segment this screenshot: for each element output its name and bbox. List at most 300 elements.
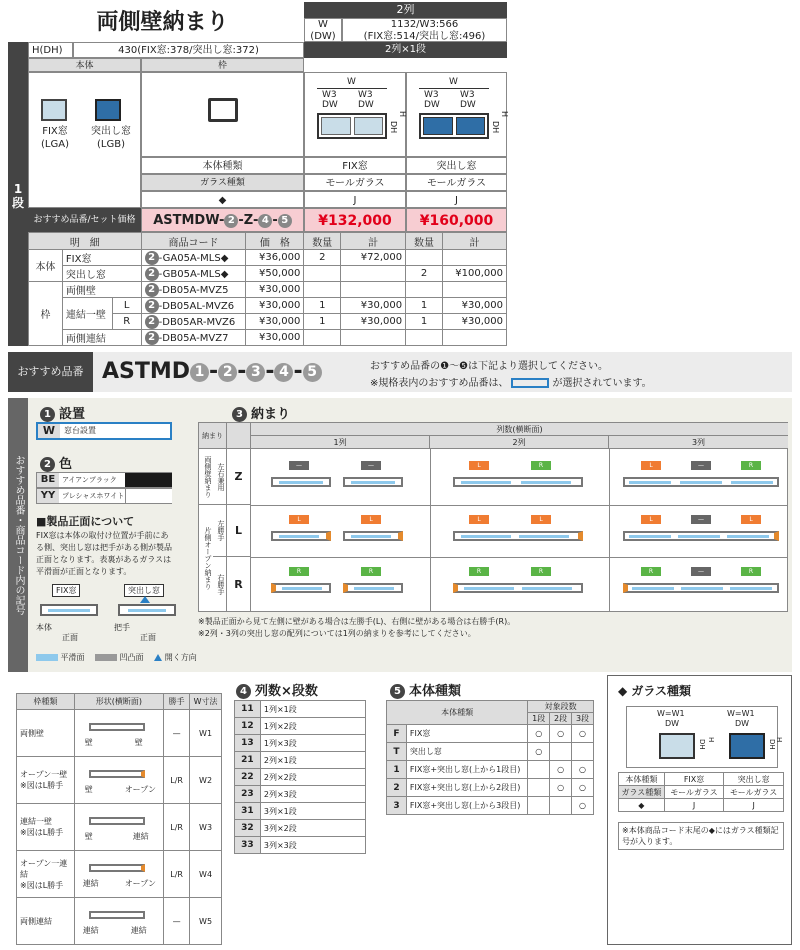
- tag-l: L: [469, 461, 489, 470]
- row-total2: [442, 330, 506, 346]
- s5-code: F: [387, 725, 407, 743]
- hdr-detail: 明 細: [29, 233, 142, 250]
- ft-hand: L/R: [164, 757, 190, 804]
- dim-h: H: [398, 111, 407, 118]
- color-desc: プレシャスホワイト: [62, 492, 125, 500]
- row-z-sub: 左右兼用: [213, 449, 227, 505]
- row-qty2: [406, 330, 443, 346]
- ft-hand: L/R: [164, 804, 190, 851]
- g-diamond: ◆: [619, 799, 665, 812]
- s5-desc: FIX窓+突出し窓(上から3段目): [406, 797, 527, 815]
- z-2col-diagram: [439, 459, 599, 499]
- front-front-label: 正面: [62, 633, 78, 642]
- section-1-num: 1: [40, 407, 55, 422]
- l-3col-diagram: [619, 513, 784, 553]
- ft-left: 壁: [84, 832, 93, 841]
- h-label: H(DH): [28, 42, 73, 58]
- table-row: [17, 757, 222, 804]
- table-row: [387, 797, 594, 815]
- ext-cross-section: [118, 604, 176, 616]
- ft-w: W5: [190, 898, 222, 945]
- row-code: -DB05AL-MVZ6: [158, 300, 235, 312]
- row-price: ¥50,000: [246, 266, 304, 282]
- row-price: ¥30,000: [246, 330, 304, 346]
- dim-dw-a: DW: [424, 100, 440, 110]
- ft-right: 連結: [132, 832, 149, 841]
- l-1col-diagram: [269, 513, 419, 553]
- row-qty1: [304, 282, 341, 298]
- fix-window-icon: [41, 99, 67, 121]
- tag-l: L: [641, 461, 661, 470]
- frame-shape-icon: [89, 817, 145, 825]
- row-qty2: 2: [406, 266, 443, 282]
- s5-c: ○: [572, 761, 594, 779]
- r-3col-diagram: [619, 565, 784, 605]
- table-row: [29, 250, 507, 266]
- z-1col-diagram: [269, 459, 419, 499]
- banner-c5: 5: [303, 363, 322, 382]
- row-qty1: 1: [304, 314, 341, 330]
- table-row: [387, 725, 594, 743]
- fix-window-name: FIX窓 (LGA): [41, 126, 69, 150]
- table-row: [17, 804, 222, 851]
- dim-dw-a: DW: [322, 100, 338, 110]
- dan-side-label: 1段: [8, 42, 28, 346]
- install-option: [36, 422, 172, 440]
- frame-icon: [208, 98, 238, 122]
- fix-cross-section: [40, 604, 98, 616]
- ft-hdr-type: 枠種類: [17, 694, 75, 710]
- fix-window-frame: [317, 113, 387, 139]
- s5-b: ○: [550, 761, 572, 779]
- glass-code-fix: J: [304, 191, 406, 208]
- banner-c4: 4: [274, 363, 293, 382]
- row-qty1: [304, 266, 341, 282]
- hdr-price: 価 格: [246, 233, 304, 250]
- dim-dh: DH: [389, 121, 398, 134]
- ft-hdr-w: W寸法: [190, 694, 222, 710]
- s4-code: 22: [235, 769, 261, 786]
- s5-a: [528, 761, 550, 779]
- section-4-num: 4: [236, 684, 251, 699]
- row-name: R: [112, 314, 141, 330]
- ft-hand: —: [164, 898, 190, 945]
- frame-shape-icon: [89, 864, 145, 872]
- row-code: -DB05A-MVZ5: [158, 284, 229, 296]
- table-row: [29, 330, 507, 346]
- dim-w: W: [449, 77, 458, 87]
- tag-gray: —: [289, 461, 309, 470]
- s5-a: ○: [528, 743, 550, 761]
- g-ww1-a: W=W1: [657, 709, 685, 718]
- s4-code: 31: [235, 803, 261, 820]
- dim-dw-b: DW: [358, 100, 374, 110]
- front-diagram: [36, 582, 186, 644]
- g-ext: 突出し窓: [724, 773, 784, 786]
- projected-window-diagram: [406, 72, 507, 157]
- w-value: 1132/W3:566 (FIX窓:514/突出し窓:496): [342, 18, 507, 42]
- color-desc: アイアンブラック: [62, 476, 117, 484]
- s4-desc: 2列×2段: [260, 769, 365, 786]
- hdr-qty-2: 数量: [406, 233, 443, 250]
- table-row: [17, 710, 222, 757]
- table-row: [17, 851, 222, 898]
- s5-a: [528, 797, 550, 815]
- front-body-label: 本体: [36, 623, 52, 632]
- s4-code: 13: [235, 735, 261, 752]
- renketsu-label: 連結一壁: [62, 298, 112, 330]
- dim-w3-b: W3: [460, 90, 475, 100]
- z-3col-diagram: [619, 459, 784, 499]
- g-dh-a: DH: [698, 739, 706, 750]
- tag-r: R: [741, 567, 761, 576]
- s5-desc: FIX窓: [406, 725, 527, 743]
- table-row: [387, 743, 594, 761]
- code-n2: 2: [224, 214, 238, 228]
- code-n2: 2: [145, 331, 159, 345]
- s4-code: 33: [235, 837, 261, 854]
- tag-l: L: [361, 515, 381, 524]
- frame-header: 枠: [141, 58, 304, 72]
- g-dw-b: DW: [735, 719, 750, 728]
- section-3-num: 3: [232, 407, 247, 422]
- color-swatch-black: [125, 473, 172, 487]
- section-5-text: 本体種類: [409, 684, 462, 699]
- glass-diagram: [626, 706, 783, 768]
- install-desc: 窓台設置: [64, 426, 96, 435]
- recommend-banner: [8, 352, 792, 392]
- tag-l: L: [531, 515, 551, 524]
- row-price: ¥30,000: [246, 314, 304, 330]
- section-1-text: 設置: [59, 407, 86, 422]
- color-swatch-white: [125, 489, 172, 503]
- section-2-title: [40, 453, 72, 472]
- s5-d1: 1段: [528, 713, 550, 725]
- banner-dash: -: [237, 359, 247, 384]
- row-total1: ¥30,000: [341, 314, 406, 330]
- s5-code: T: [387, 743, 407, 761]
- dim-w: W: [347, 77, 356, 87]
- body-type-label: 本体種類: [141, 157, 304, 174]
- g-mole-a: モールガラス: [664, 786, 724, 799]
- front-legend: [36, 652, 197, 663]
- code-dash: -: [272, 213, 278, 228]
- fix-window-diagram: [304, 72, 406, 157]
- matrix-col-1: 1列: [251, 436, 430, 449]
- glass-type-fix: モールガラス: [304, 174, 406, 191]
- s5-desc: FIX窓+突出し窓(上から2段目): [406, 779, 527, 797]
- row-l-code: L: [227, 505, 251, 557]
- front-front2-label: 正面: [140, 633, 156, 642]
- glass-type-projected: モールガラス: [406, 174, 507, 191]
- banner-dash: -: [265, 359, 275, 384]
- s4-desc: 3列×3段: [260, 837, 365, 854]
- g-ww1-b: W=W1: [727, 709, 755, 718]
- ft-sub: ※図はL勝手: [20, 781, 64, 790]
- s5-desc: FIX窓+突出し窓(上から1段目): [406, 761, 527, 779]
- s5-c: ○: [572, 725, 594, 743]
- row-total1: [341, 282, 406, 298]
- hdr-total-1: 計: [341, 233, 406, 250]
- smooth-swatch: [36, 654, 58, 661]
- legend-rough: 凹凸面: [119, 653, 144, 662]
- rows-steps-table: [234, 700, 366, 854]
- s4-code: 12: [235, 718, 261, 735]
- w-label: W (DW): [304, 18, 342, 42]
- group-frame: 枠: [29, 282, 63, 346]
- s5-c: ○: [572, 779, 594, 797]
- row-price: ¥36,000: [246, 250, 304, 266]
- ft-w: W1: [190, 710, 222, 757]
- ft-left: 連結: [82, 879, 99, 888]
- row-name: 突出し窓: [62, 266, 141, 282]
- s5-b: ○: [550, 779, 572, 797]
- color-code: YY: [37, 489, 59, 503]
- body-type-table: [386, 700, 594, 815]
- s4-code: 11: [235, 701, 261, 718]
- s4-desc: 1列×3段: [260, 735, 365, 752]
- ft-sub: ※図はL勝手: [20, 828, 64, 837]
- dim-h: H: [500, 111, 509, 118]
- g-glass-type: ガラス種類: [619, 786, 665, 799]
- glass-type-box: [607, 675, 792, 945]
- install-code: W: [38, 424, 60, 438]
- body-type-fix: FIX窓: [304, 157, 406, 174]
- section-3-title: [232, 403, 290, 422]
- tag-l: L: [741, 515, 761, 524]
- dim-line-w: [317, 88, 387, 89]
- rough-swatch: [95, 654, 117, 661]
- s4-code: 32: [235, 820, 261, 837]
- ft-w: W2: [190, 757, 222, 804]
- g-ext-window: [729, 733, 765, 759]
- ft-w: W3: [190, 804, 222, 851]
- s5-c: ○: [572, 797, 594, 815]
- open-direction-arrow-icon: [140, 596, 150, 603]
- ft-right: オープン: [124, 785, 156, 794]
- row-lr-desc: 片側オープン納まり: [204, 527, 212, 590]
- front-fix-label: FIX窓: [52, 584, 80, 597]
- frame-type-table: [16, 693, 222, 945]
- g-mole-b: モールガラス: [724, 786, 784, 799]
- g-dh-b: DH: [768, 739, 776, 750]
- dim-line-w: [419, 88, 489, 89]
- table-row: [29, 282, 507, 298]
- row-z-desc: 両側壁納まり: [199, 449, 213, 505]
- matrix-note-1: ※製品正面から見て左側に壁がある場合は左勝手(L)、右側に壁がある場合は右勝手(R)。: [198, 617, 516, 626]
- body-type-projected: 突出し窓: [406, 157, 507, 174]
- banner-label: おすすめ品番: [8, 352, 93, 392]
- matrix-cols-header: 列数(横断面): [251, 423, 788, 436]
- matrix-corner: 納まり: [199, 423, 227, 449]
- row-price: ¥30,000: [246, 282, 304, 298]
- section-2-num: 2: [40, 457, 55, 472]
- g-h-a: H: [707, 737, 715, 743]
- tag-gray: —: [691, 515, 711, 524]
- frame-shape-icon: [89, 723, 145, 731]
- recommend-code: [141, 208, 304, 232]
- g-fix: FIX窓: [664, 773, 724, 786]
- row-total2: ¥30,000: [442, 314, 506, 330]
- projected-window-name: 突出し窓 (LGB): [91, 126, 131, 150]
- tag-gray: —: [691, 567, 711, 576]
- row-code: -GA05A-MLS◆: [158, 252, 229, 264]
- ft-name: 両側壁: [20, 728, 44, 738]
- s5-b: [550, 797, 572, 815]
- row-name: 両側壁: [62, 282, 141, 298]
- row-name: 両側連結: [62, 330, 141, 346]
- row-total1: [341, 330, 406, 346]
- s5-code: 3: [387, 797, 407, 815]
- s4-code: 23: [235, 786, 261, 803]
- dim-w3-a: W3: [322, 90, 337, 100]
- s5-hdr: 本体種類: [387, 701, 528, 725]
- row-z-code: Z: [227, 449, 251, 505]
- ft-w: W4: [190, 851, 222, 898]
- tag-gray: —: [691, 461, 711, 470]
- s4-desc: 3列×1段: [260, 803, 365, 820]
- section-4-title: [236, 680, 318, 699]
- section-5-num: 5: [390, 684, 405, 699]
- tag-r: R: [531, 461, 551, 470]
- banner-dash: -: [293, 359, 303, 384]
- glass-code-projected: J: [406, 191, 507, 208]
- body-image-cell: [28, 72, 141, 208]
- s4-code: 21: [235, 752, 261, 769]
- ft-left: 壁: [84, 738, 93, 747]
- ft-left: 壁: [84, 785, 93, 794]
- row-code: -GB05A-MLS◆: [158, 268, 229, 280]
- banner-dash: -: [209, 359, 219, 384]
- s4-desc: 2列×3段: [260, 786, 365, 803]
- ft-hand: L/R: [164, 851, 190, 898]
- hdr-total-2: 計: [442, 233, 506, 250]
- code-n5: 5: [278, 214, 292, 228]
- matrix-col-3: 3列: [609, 436, 788, 449]
- code-n2: 2: [145, 251, 159, 265]
- color-option-yy: [36, 488, 172, 504]
- ft-right: 壁: [134, 738, 143, 747]
- color-option-be: [36, 472, 172, 488]
- ft-sub: ※図はL勝手: [20, 880, 64, 890]
- s5-b: ○: [550, 725, 572, 743]
- r-2col-diagram: [439, 565, 599, 605]
- s5-a: [528, 779, 550, 797]
- g-h-b: H: [775, 737, 783, 743]
- s4-desc: 2列×1段: [260, 752, 365, 769]
- banner-note-1: おすすめ品番の❶〜❺は下記より選択してください。: [370, 361, 609, 372]
- selected-box-icon: [511, 378, 549, 388]
- open-arrow-icon: [154, 654, 162, 661]
- section-3-text: 納まり: [251, 407, 291, 422]
- glass-note: ※本体商品コード末尾の◆にはガラス種類記号が入ります。: [618, 822, 784, 850]
- tag-l: L: [641, 515, 661, 524]
- row-qty2: 1: [406, 298, 443, 314]
- row-l-sub: 左勝手: [213, 505, 227, 557]
- code-n4: 4: [258, 214, 272, 228]
- frame-shape-icon: [89, 911, 145, 919]
- s5-d2: 2段: [550, 713, 572, 725]
- row-qty2: 1: [406, 314, 443, 330]
- table-row: [387, 779, 594, 797]
- tag-r: R: [531, 567, 551, 576]
- s5-c: [572, 743, 594, 761]
- s5-a: ○: [528, 725, 550, 743]
- tag-l: L: [289, 515, 309, 524]
- tag-r: R: [361, 567, 381, 576]
- g-j-a: J: [664, 799, 724, 812]
- h-value: 430(FIX窓:378/突出し窓:372): [73, 42, 304, 58]
- code-n2: 2: [145, 315, 159, 329]
- front-title: ■製品正面について: [36, 515, 135, 528]
- s4-desc: 3列×2段: [260, 820, 365, 837]
- row-qty2: [406, 282, 443, 298]
- code-n2: 2: [145, 267, 159, 281]
- dim-dw-b: DW: [460, 100, 476, 110]
- s5-code: 2: [387, 779, 407, 797]
- recommend-label: おすすめ品番/セット価格: [28, 208, 141, 232]
- tag-r: R: [469, 567, 489, 576]
- page-title: 両側壁納まり: [96, 10, 229, 35]
- row-r-sub: 右勝手: [213, 557, 227, 612]
- body-header: 本体: [28, 58, 141, 72]
- code-n2: 2: [145, 299, 159, 313]
- row-qty1: 1: [304, 298, 341, 314]
- matrix-corner2: [227, 423, 251, 449]
- row-name: FIX窓: [62, 250, 141, 266]
- glass-table: [618, 772, 784, 812]
- front-handle-label: 把手: [114, 623, 130, 632]
- banner-note-2a: ※規格表内のおすすめ品番は、: [370, 378, 509, 389]
- tag-gray: —: [361, 461, 381, 470]
- tag-l: L: [469, 515, 489, 524]
- row-code: -DB05A-MVZ7: [158, 332, 229, 344]
- row-total1: ¥72,000: [341, 250, 406, 266]
- s5-d3: 3段: [572, 713, 594, 725]
- row-qty1: 2: [304, 250, 341, 266]
- dim-w3-b: W3: [358, 90, 373, 100]
- s5-b: [550, 743, 572, 761]
- banner-c3: 3: [246, 363, 265, 382]
- group-body: 本体: [29, 250, 63, 282]
- g-dw-a: DW: [665, 719, 680, 728]
- table-row: [29, 266, 507, 282]
- front-text: FIX窓は本体の取付け位置が手前にある側、突出し窓は把手がある側が製品正面となります。表裏があるガラスは平滑面が正面となります。: [36, 531, 172, 576]
- ft-name: 連結一壁: [20, 817, 52, 826]
- row-total2: ¥30,000: [442, 298, 506, 314]
- row-name: L: [112, 298, 141, 314]
- glass-title: ◆ ガラス種類: [618, 684, 692, 698]
- row-total2: [442, 282, 506, 298]
- frame-shape-icon: [89, 770, 145, 778]
- s5-code: 1: [387, 761, 407, 779]
- ft-name: オープン一連結: [20, 858, 68, 879]
- legend-smooth: 平滑面: [60, 653, 85, 662]
- s5-desc: 突出し窓: [406, 743, 527, 761]
- glass-type-label: ガラス種類: [141, 174, 304, 191]
- banner-note-2: [370, 374, 652, 389]
- row-total2: [442, 250, 506, 266]
- install-matrix: [198, 422, 788, 612]
- table-row: [387, 761, 594, 779]
- tag-r: R: [641, 567, 661, 576]
- row-qty1: [304, 330, 341, 346]
- row-total1: [341, 266, 406, 282]
- row-label: 2列×1段: [304, 42, 507, 58]
- g-fix-window: [659, 733, 695, 759]
- l-2col-diagram: [439, 513, 599, 553]
- dim-w3-a: W3: [424, 90, 439, 100]
